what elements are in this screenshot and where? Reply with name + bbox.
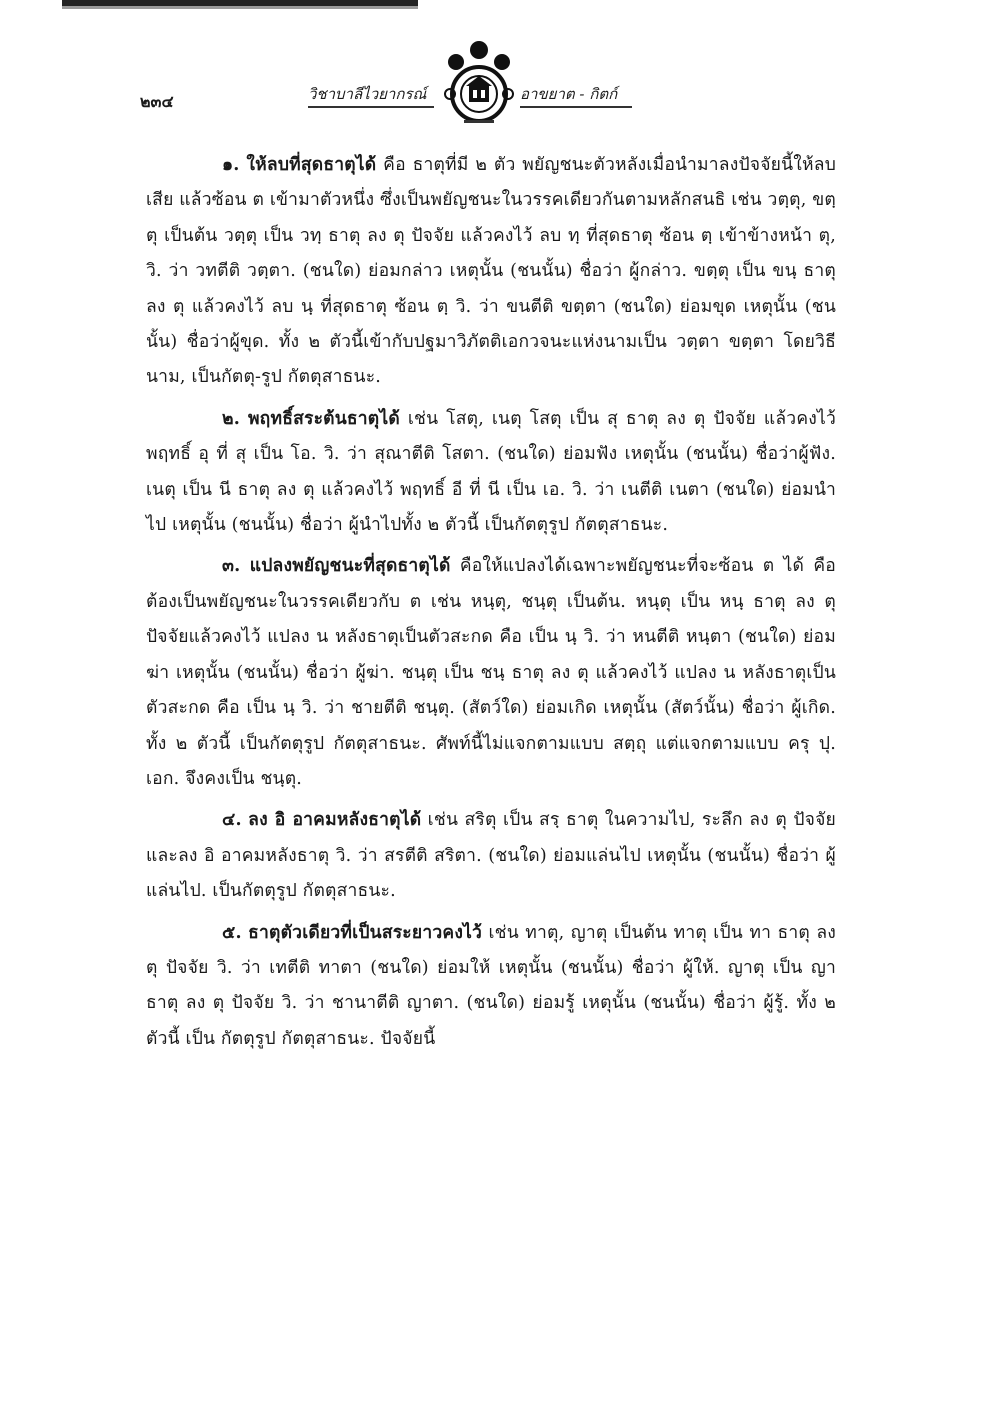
page-header [0,40,1000,140]
rule-text: คือ ธาตุที่มี ๒ ตัว พยัญชนะตัวหลังเมื่อนำมาลงปัจจัยนี้ให้ลบเสีย แล้วซ้อน ต เข้ามาตัวหนึ่ง ซึ่งเป็นพยัญชนะในวรรคเดียวกันตามหลักสนธิ เช่น วตฺตุ, ขตฺตุ เป็นต้น วตฺตุ เป็น วทฺ ธาตุ ลง ตุ ปัจจัย แล้วคงไว้ ลบ ทฺ ที่สุดธาตุ ซ้อน ตฺ เข้าข้างหน้า ตุ, วิ. ว่า วทตีติ วตฺตา. (ชนใด) ย่อมกล่าว เหตุนั้น (ชนนั้น) ชื่อว่า ผู้กล่าว. ขตฺตุ เป็น ขนฺ ธาตุ ลง ตุ แล้วคงไว้ ลบ นฺ ที่สุดธาตุ ซ้อน ตฺ วิ. ว่า ขนตีติ ขตฺตา (ชนใด) ย่อมขุด เหตุนั้น (ชนนั้น) ชื่อว่าผู้ขุด. ทั้ง ๒ ตัวนี้เข้ากับปฐมาวิภัตติเอกวจนะแห่งนามเป็น วตฺตา ขตฺตา โดยวิธีนาม, เป็นกัตตุ-รูป กัตตุสาธนะ. [146,155,836,388]
rule-number: ๕. [222,922,242,943]
page-number: ๒๓๔ [140,92,174,111]
rule-heading: ธาตุตัวเดียวที่เป็นสระยาวคงไว้ [248,922,483,943]
rule-text: คือให้แปลงได้เฉพาะพยัญชนะที่จะซ้อน ต ได้ คือ ต้องเป็นพยัญชนะในวรรคเดียวกับ ต เช่น หนฺตุ, ชนฺตุ เป็นต้น. หนฺตุ เป็น หนฺ ธาตุ ลง ตุ ปัจจัยแล้วคงไว้ แปลง น หลังธาตุเป็นตัวสะกด คือ เป็น นฺ วิ. ว่า หนตีติ หนฺตา (ชนใด) ย่อมฆ่า เหตุนั้น (ชนนั้น) ชื่อว่า ผู้ฆ่า. ชนฺตุ เป็น ชนฺ ธาตุ ลง ตุ แล้วคงไว้ แปลง น หลังธาตุเป็นตัวสะกด คือ เป็น นฺ วิ. ว่า ชายตีติ ชนฺตุ. (สัตว์ใด) ย่อมเกิด เหตุนั้น (สัตว์นั้น) ชื่อว่า ผู้เกิด. ทั้ง ๒ ตัวนี้ เป็นกัตตุรูป กัตตุสาธนะ. ศัพท์นี้ไม่แจกตามแบบ สตฺถุ แต่แจกตามแบบ ครุ ปุ. เอก. จึงคงเป็น ชนฺตุ. [146,556,836,789]
header-left-underline [308,106,434,108]
rule-number: ๑. [222,155,240,175]
university-emblem-icon [438,40,520,132]
header-right-underline [520,106,632,108]
header-left-title: วิชาบาลีไวยากรณ์ [308,85,427,103]
rule-text: เช่น สริตุ เป็น สรฺ ธาตุ ในความไป, ระลึก ลง ตุ ปัจจัย และลง อิ อาคมหลังธาตุ วิ. ว่า สรตีติ สริตา. (ชนใด) ย่อมแล่นไป เหตุนั้น (ชนนั้น) ชื่อว่า ผู้แล่นไป. เป็นกัตตุรูป กัตตุสาธนะ. [146,810,836,902]
paragraph-rule-2 [146,402,836,544]
top-edge-shadow [62,6,418,9]
paragraph-rule-5 [146,916,836,1058]
rule-number: ๓. [222,556,241,577]
rule-number: ๔. [222,810,242,831]
rule-heading: ให้ลบที่สุดธาตุได้ [246,155,377,175]
rule-number: ๒. [222,408,241,429]
rule-text: เช่น โสตุ, เนตุ โสตุ เป็น สุ ธาตุ ลง ตุ ปัจจัย แล้วคงไว้ พฤทธิ์ อุ ที่ สุ เป็น โอ. วิ. ว่า สุณาตีติ โสตา. (ชนใด) ย่อมฟัง เหตุนั้น (ชนนั้น) ชื่อว่าผู้ฟัง. เนตุ เป็น นี ธาตุ ลง ตุ แล้วคงไว้ พฤทธิ์ อี ที่ นี เป็น เอ. วิ. ว่า เนตีติ เนตา (ชนใด) ย่อมนำไป เหตุนั้น (ชนนั้น) ชื่อว่า ผู้นำไปทั้ง ๒ ตัวนี้ เป็นกัตตุรูป กัตตุสาธนะ. [146,408,837,536]
header-right-title: อาขยาต - กิตก์ [520,85,618,103]
rule-heading: พฤทธิ์สระต้นธาตุได้ [247,408,400,429]
paragraph-rule-4 [146,803,836,909]
rule-heading: แปลงพยัญชนะที่สุดธาตุได้ [249,556,451,577]
rule-text: เช่น ทาตุ, ญาตุ เป็นต้น ทาตุ เป็น ทา ธาตุ ลง ตุ ปัจจัย วิ. ว่า เทตีติ ทาตา (ชนใด) ย่อมให้ เหตุนั้น (ชนนั้น) ชื่อว่า ผู้ให้. ญาตุ เป็น ญา ธาตุ ลง ตุ ปัจจัย วิ. ว่า ชานาตีติ ญาตา. (ชนใด) ย่อมรู้ เหตุนั้น (ชนนั้น) ชื่อว่า ผู้รู้. ทั้ง ๒ ตัวนี้ เป็น กัตตุรูป กัตตุสาธนะ. ปัจจัยนี้ [146,922,837,1049]
paragraph-rule-3 [146,549,836,797]
paragraph-rule-1 [146,148,836,396]
rule-heading: ลง อิ อาคมหลังธาตุได้ [248,810,422,831]
document-body [146,148,836,1063]
